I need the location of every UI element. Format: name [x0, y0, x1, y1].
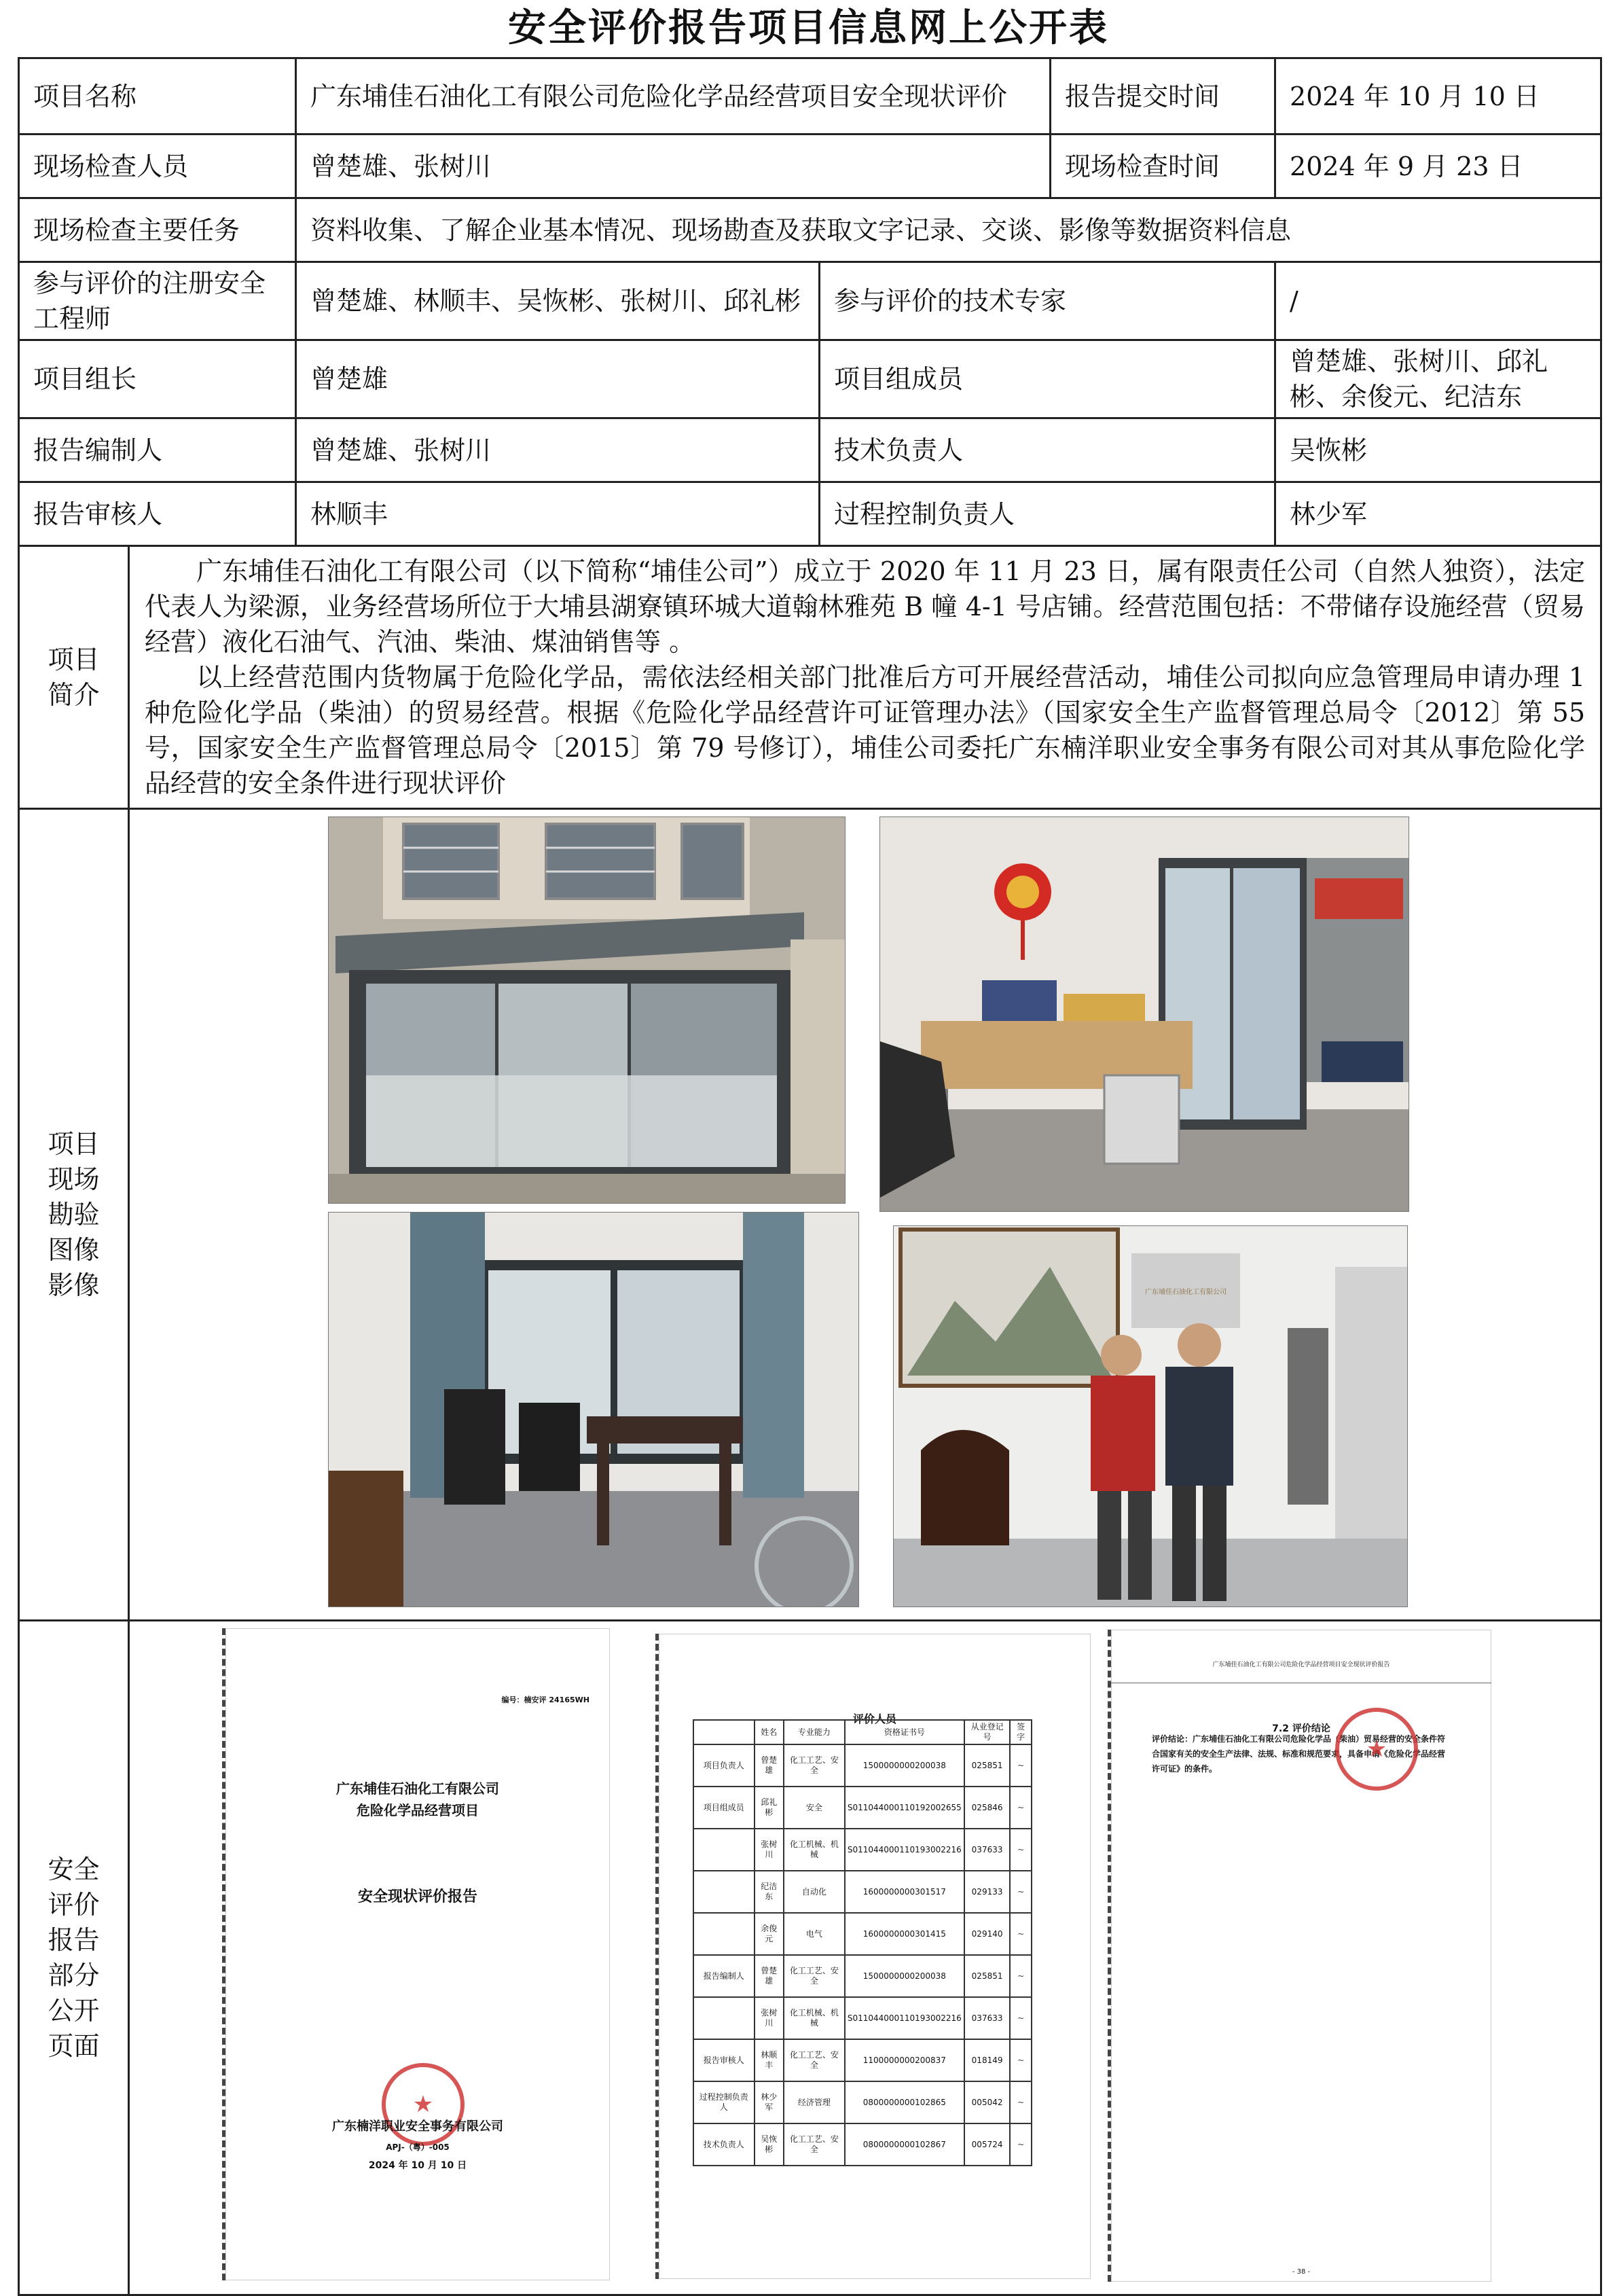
page-title: 安全评价报告项目信息网上公开表	[508, 6, 1109, 50]
leader-label: 项目组长	[19, 340, 296, 418]
cover-org: 广东楠洋职业安全事务有限公司	[332, 2119, 503, 2134]
members-label: 项目组成员	[820, 340, 1275, 418]
signature: ~	[1010, 1871, 1032, 1913]
signature: ~	[1010, 1955, 1032, 1997]
project-name-label: 项目名称	[19, 58, 296, 134]
conclusion-text: 评价结论：广东埔佳石油化工有限公司危险化学品（柴油）贸易经营的安全条件符合国家有关的安全生产法律、法规、标准和规范要求，具备申请《危险化学品经营许可证》的条件。	[1152, 1734, 1446, 1774]
table-row: 项目负责人 曾楚雄 化工工艺、安全 1500000000200038 025851 ~	[693, 1744, 1032, 1787]
process-lead-label: 过程控制负责人	[820, 482, 1275, 546]
evaluators-page	[655, 1634, 1091, 2279]
table-row: 报告审核人 林顺丰 化工工艺、安全 1100000000200837 018149 ~	[693, 2039, 1032, 2081]
inspectors-value: 曾楚雄、张树川	[296, 134, 1051, 198]
conclusion-page	[1108, 1630, 1491, 2282]
tech-lead-label: 技术负责人	[820, 418, 1275, 482]
process-lead-value: 林少军	[1275, 482, 1601, 546]
compiler-label: 报告编制人	[19, 418, 296, 482]
cover-project: 危险化学品经营项目	[357, 1802, 479, 1818]
office-desk-photo	[879, 817, 1409, 1212]
submit-time-label: 报告提交时间	[1051, 58, 1275, 134]
signature: ~	[1010, 1913, 1032, 1955]
intro-label: 项目 简介	[19, 546, 129, 809]
table-row: 纪洁东 自动化 1600000000301517 029133 ~	[693, 1871, 1032, 1913]
intro-paragraph-2: 以上经营范围内货物属于危险化学品，需依法经相关部门批准后方可开展经营活动，埔佳公司拟向应急管理局申请办理 1 种危险化学品（柴油）的贸易经营。根据《危险化学品经营许可证管理办法》（国家安全生产监督管理总局令〔2012〕第 55 号，国家安全生产监督管理总局令〔2015〕第 79 号修订），埔佳公司委托广东楠洋职业安全事务有限公司对其从事危险化学品经营的安全条件进行现状评价	[145, 662, 1586, 798]
photos-label: 项目 现场 勘验 图像 影像	[19, 809, 129, 1621]
submit-time-value: 2024 年 10 月 10 日	[1275, 58, 1601, 134]
tasks-label: 现场检查主要任务	[19, 198, 296, 262]
inspect-time-label: 现场检查时间	[1051, 134, 1275, 198]
engineers-value: 曾楚雄、林顺丰、吴恢彬、张树川、邱礼彬	[296, 262, 820, 340]
info-table	[18, 57, 1602, 2296]
experts-value: /	[1275, 262, 1601, 340]
members-value: 曾楚雄、张树川、邱礼彬、余俊元、纪洁东	[1275, 340, 1601, 418]
eval-title: 评价人员	[852, 1712, 896, 1725]
storefront-photo	[328, 817, 846, 1204]
tech-lead-value: 吴恢彬	[1275, 418, 1601, 482]
intro-paragraph-1: 广东埔佳石油化工有限公司（以下简称“埔佳公司”）成立于 2020 年 11 月 23 日，属有限责任公司（自然人独资），法定代表人为梁源，业务经营场所位于大埔县湖寮镇环城大道翰林雅苑 B 幢 4-1 号店铺。经营范围包括：不带储存设施经营（贸易经营）液化石油气、汽油、柴油、煤油销售等 。	[145, 556, 1586, 657]
company-sign-text: 广东埔佳石油化工有限公司	[1145, 1289, 1227, 1296]
table-row: 过程控制负责人 林少军 经济管理 0800000000102865 005042 ~	[693, 2081, 1032, 2123]
cover-code: APJ-（粤）-005	[386, 2142, 450, 2152]
table-row: 张树川 化工机械、机械 S011044000110193002216 037633 ~	[693, 1829, 1032, 1871]
reviewer-value: 林顺丰	[296, 482, 820, 546]
project-name-value: 广东埔佳石油化工有限公司危险化学品经营项目安全现状评价	[296, 58, 1051, 134]
evaluators-table: 姓名 专业能力 资格证书号 从业登记号 签字 项目负责人 曾楚雄 化工工艺、安全 1500000000200038 025851 ~ 项目组成员 邱礼彬 安全 S011044000110192002655 025846 ~ 张树川 化工机械、机械 S011044000110193002216 037633 ~ 纪洁东 自动化 1600000000301517 029133 ~ 余俊元 电气 1600000000301415 029140 ~ 报告编制人 曾楚雄 化工工艺、安全 1500000000200038 025851 ~ 张树川 化工机械、机械 S011044000110193002216 037633 ~ 报告审核人 林顺丰 化工工艺、安全 1100000000200837 018149 ~ 过程控制负责人 林少军 经济管理 0800000000102865 005042 ~ 技术负责人 吴恢彬 化工工艺、安全 0800000000102867 005724 ~	[693, 1719, 1032, 2166]
meeting-room-photo	[328, 1212, 859, 1607]
signature: ~	[1010, 2039, 1032, 2081]
cover-report-title: 安全现状评价报告	[357, 1888, 477, 1905]
table-row: 项目组成员 邱礼彬 安全 S011044000110192002655 025846 ~	[693, 1787, 1032, 1829]
table-row: 余俊元 电气 1600000000301415 029140 ~	[693, 1913, 1032, 1955]
cover-page	[222, 1628, 610, 2280]
pages-label: 安全 评价 报告 部分 公开 页面	[19, 1621, 129, 2295]
table-row: 报告编制人 曾楚雄 化工工艺、安全 1500000000200038 025851 ~	[693, 1955, 1032, 1997]
conclusion-stamp	[1335, 1708, 1418, 1791]
leader-value: 曾楚雄	[296, 340, 820, 418]
engineers-label: 参与评价的注册安全工程师	[19, 262, 296, 340]
signature: ~	[1010, 2081, 1032, 2123]
cover-number: 编号：楠安评 24165WH	[501, 1696, 589, 1704]
inspect-time-value: 2024 年 9 月 23 日	[1275, 134, 1601, 198]
inspectors-label: 现场检查人员	[19, 134, 296, 198]
inspection-team-photo	[893, 1225, 1408, 1607]
experts-label: 参与评价的技术专家	[820, 262, 1275, 340]
cover-company: 广东埔佳石油化工有限公司	[336, 1780, 499, 1797]
signature: ~	[1010, 2123, 1032, 2166]
signature: ~	[1010, 1829, 1032, 1871]
conclusion-page-number: - 38 -	[1292, 2268, 1311, 2276]
cover-date: 2024 年 10 月 10 日	[368, 2160, 467, 2171]
table-row: 技术负责人 吴恢彬 化工工艺、安全 0800000000102867 005724 ~	[693, 2123, 1032, 2166]
photos-cell	[129, 809, 1601, 1621]
signature: ~	[1010, 1997, 1032, 2039]
table-row: 张树川 化工机械、机械 S011044000110193002216 037633 ~	[693, 1997, 1032, 2039]
signature: ~	[1010, 1744, 1032, 1787]
conclusion-heading: 7.2 评价结论	[1272, 1723, 1330, 1734]
pages-cell	[129, 1621, 1601, 2295]
compiler-value: 曾楚雄、张树川	[296, 418, 820, 482]
intro-text	[129, 546, 1601, 809]
signature: ~	[1010, 1787, 1032, 1829]
conclusion-header: 广东埔佳石油化工有限公司危险化学品经营项目安全现状评价报告	[1111, 1647, 1491, 1683]
reviewer-label: 报告审核人	[19, 482, 296, 546]
tasks-value: 资料收集、了解企业基本情况、现场勘查及获取文字记录、交谈、影像等数据资料信息	[296, 198, 1601, 262]
